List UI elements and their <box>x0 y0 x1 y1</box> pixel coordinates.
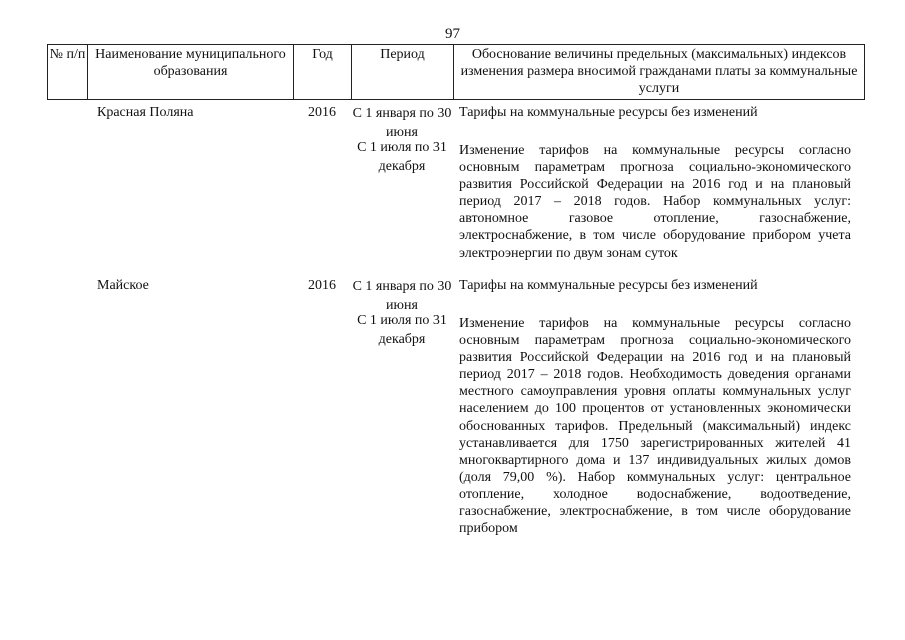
header-period: Период <box>351 45 453 99</box>
header-year: Год <box>293 45 351 99</box>
period-second-half: С 1 июля по 31 декабря <box>357 313 447 347</box>
justification-second-half: Изменение тарифов на коммунальные ресурсы согласно основным параметрам прогноза социально-экономического развития Российской Федерации на 2016 год и на плановый период 2017 – 2018 годов. Необходимость доведения органами местного самоуправления уровня оплаты коммунальных услуг населением до 100 процентов от установленных экономически обоснованных тарифов. Предельный (максимальный) индекс устанавливается для 1750 зарегистрированных жителей 41 многоквартирного дома и 137 индивидуальных жилых домов (доля 79,00 %). Набор коммунальных услуг: центральное отопление, холодное водоснабжение, водоотведение, газоснабжение, электроснабжение, в том числе оборудование прибором <box>459 316 851 537</box>
justification-second-half: Изменение тарифов на коммунальные ресурсы согласно основным параметрам прогноза социально-экономического развития Российской Федерации на 2016 год и на плановый период 2017 – 2018 годов. Набор коммунальных услуг: автономное газовое отопление, газоснабжение, электроснабжение, в том числе оборудование прибором учета электроэнергии по двум зонам суток <box>459 143 851 261</box>
municipality-name: Красная Поляна <box>97 105 194 120</box>
justification-first-half: Тарифы на коммунальные ресурсы без изменений <box>459 278 758 293</box>
period-first-half: С 1 января по 30 июня <box>352 279 452 313</box>
period-first-half: С 1 января по 30 июня <box>352 106 452 140</box>
municipality-name: Майское <box>97 278 149 293</box>
header-municipality: Наименование муниципального образования <box>87 45 293 99</box>
year-cell: 2016 <box>308 105 336 120</box>
table-header <box>47 44 865 100</box>
header-number: № п/п <box>47 45 87 99</box>
justification-first-half: Тарифы на коммунальные ресурсы без изменений <box>459 105 758 120</box>
header-justification: Обоснование величины предельных (максимальных) индексов изменения размера вносимой гражданами платы за коммунальные услуги <box>453 45 865 99</box>
period-second-half: С 1 июля по 31 декабря <box>357 140 447 174</box>
page-number: 97 <box>445 26 460 42</box>
year-cell: 2016 <box>308 278 336 293</box>
